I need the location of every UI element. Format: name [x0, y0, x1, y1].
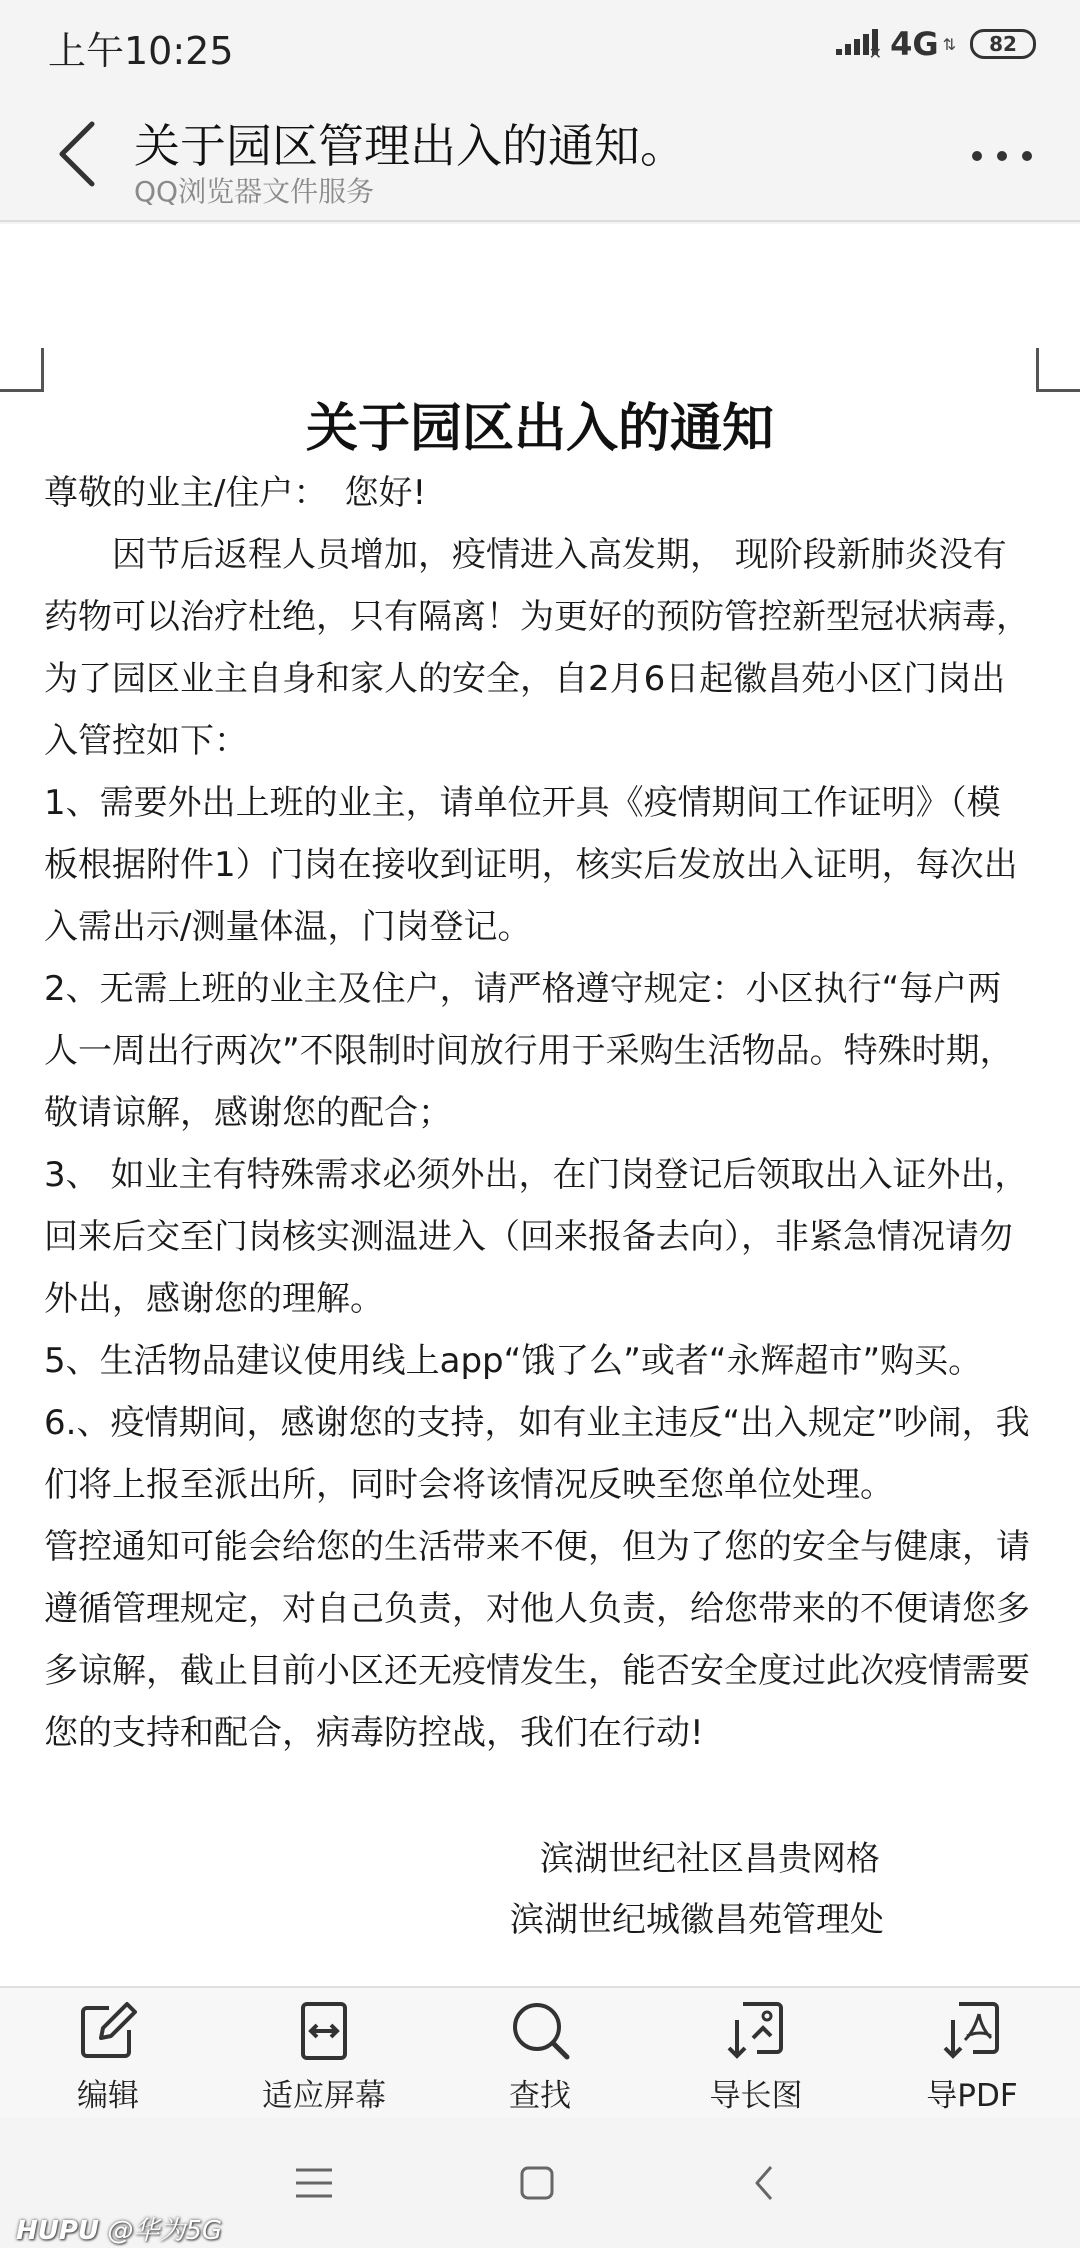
edit-icon [75, 1998, 141, 2064]
fit-screen-icon [291, 1998, 357, 2064]
network-type: 4G [890, 25, 939, 63]
page-subtitle: QQ浏览器文件服务 [134, 175, 375, 208]
fit-screen-button[interactable] [216, 1988, 432, 2118]
more-button[interactable] [972, 144, 1032, 168]
export-pdf-icon [939, 1998, 1005, 2064]
data-arrows-icon: ⇅ [942, 34, 956, 54]
export-image-button[interactable] [648, 1988, 864, 2118]
nav-back-button[interactable] [729, 2148, 799, 2218]
home-square-icon [517, 2163, 557, 2203]
battery-level: 82 [989, 32, 1017, 56]
export-pdf-label: 导PDF [926, 2078, 1018, 2114]
status-icons [836, 24, 1036, 64]
home-button[interactable] [502, 2148, 572, 2218]
search-label: 查找 [509, 2078, 571, 2114]
bottom-toolbar [0, 1986, 1080, 2118]
document-viewer[interactable] [0, 224, 1080, 1986]
more-icon [972, 151, 982, 161]
signature-line: 滨湖世纪城徽昌苑管理处 [510, 1900, 884, 1940]
search-icon [507, 1998, 573, 2064]
export-image-label: 导长图 [709, 2078, 803, 2114]
notice-item: 1、需要外出上班的业主，请单位开具《疫情期间工作证明》（模板根据附件1）门岗在接收到证明，核实后发放出入证明，每次出入需出示/测量体温，门岗登记。 [44, 783, 1018, 947]
page-title: 关于园区管理出入的通知。 [134, 119, 686, 173]
search-button[interactable] [432, 1988, 648, 2118]
back-button[interactable] [50, 114, 110, 194]
watermark-brand: HUPU [16, 2216, 100, 2246]
battery-icon [970, 29, 1036, 59]
document-title: 关于园区出入的通知 [305, 399, 774, 459]
signature-line: 滨湖世纪社区昌贵网格 [540, 1839, 880, 1879]
menu-button[interactable] [279, 2148, 349, 2218]
export-pdf-button[interactable] [864, 1988, 1080, 2118]
notice-item: 3、 如业主有特殊需求必须外出，在门岗登记后领取出入证外出，回来后交至门岗核实测温进入（回来报备去向），非紧急情况请勿外出，感谢您的理解。 [44, 1155, 1029, 1319]
document-body [44, 462, 1034, 1764]
watermark-handle: @华为5G [107, 2216, 223, 2246]
signal-icon: ✕ [836, 29, 880, 59]
export-image-icon [723, 1998, 789, 2064]
watermark [16, 2210, 222, 2247]
edit-button[interactable] [0, 1988, 216, 2118]
notice-item: 2、无需上班的业主及住户，请严格遵守规定：小区执行“每户两人一周出行两次”不限制时间放行用于采购生活物品。特殊时期，敬请谅解，感谢您的配合； [44, 969, 1014, 1133]
notice-item: 5、生活物品建议使用线上app“饿了么”或者“永辉超市”购买。 [44, 1341, 983, 1381]
menu-icon [294, 2166, 334, 2200]
edit-label: 编辑 [77, 2078, 139, 2114]
intro-paragraph: 因节后返程人员增加，疫情进入高发期， 现阶段新肺炎没有药物可以治疗杜绝，只有隔离！为更好的预防管控新型冠状病毒，为了园区业主自身和家人的安全，自2月6日起徽昌苑小区门岗出入管控如下： [44, 535, 1030, 761]
closing-paragraph: 管控通知可能会给您的生活带来不便，但为了您的安全与健康，请遵循管理规定，对自己负责，对他人负责，给您带来的不便请您多多谅解，截止目前小区还无疫情发生，能否安全度过此次疫情需要您的支持和配合，病毒防控战，我们在行动! [44, 1527, 1030, 1753]
notice-item: 6.、疫情期间，感谢您的支持，如有业主违反“出入规定”吵闹，我们将上报至派出所，同时会将该情况反映至您单位处理。 [44, 1403, 1030, 1505]
greeting: 尊敬的业主/住户： 您好! [44, 473, 427, 513]
status-time: 上午10:25 [48, 29, 234, 73]
title-bar [0, 88, 1080, 222]
back-triangle-icon [749, 2163, 779, 2203]
back-arrow-icon [50, 114, 110, 194]
status-bar [0, 0, 1080, 88]
fit-screen-label: 适应屏幕 [262, 2078, 386, 2114]
